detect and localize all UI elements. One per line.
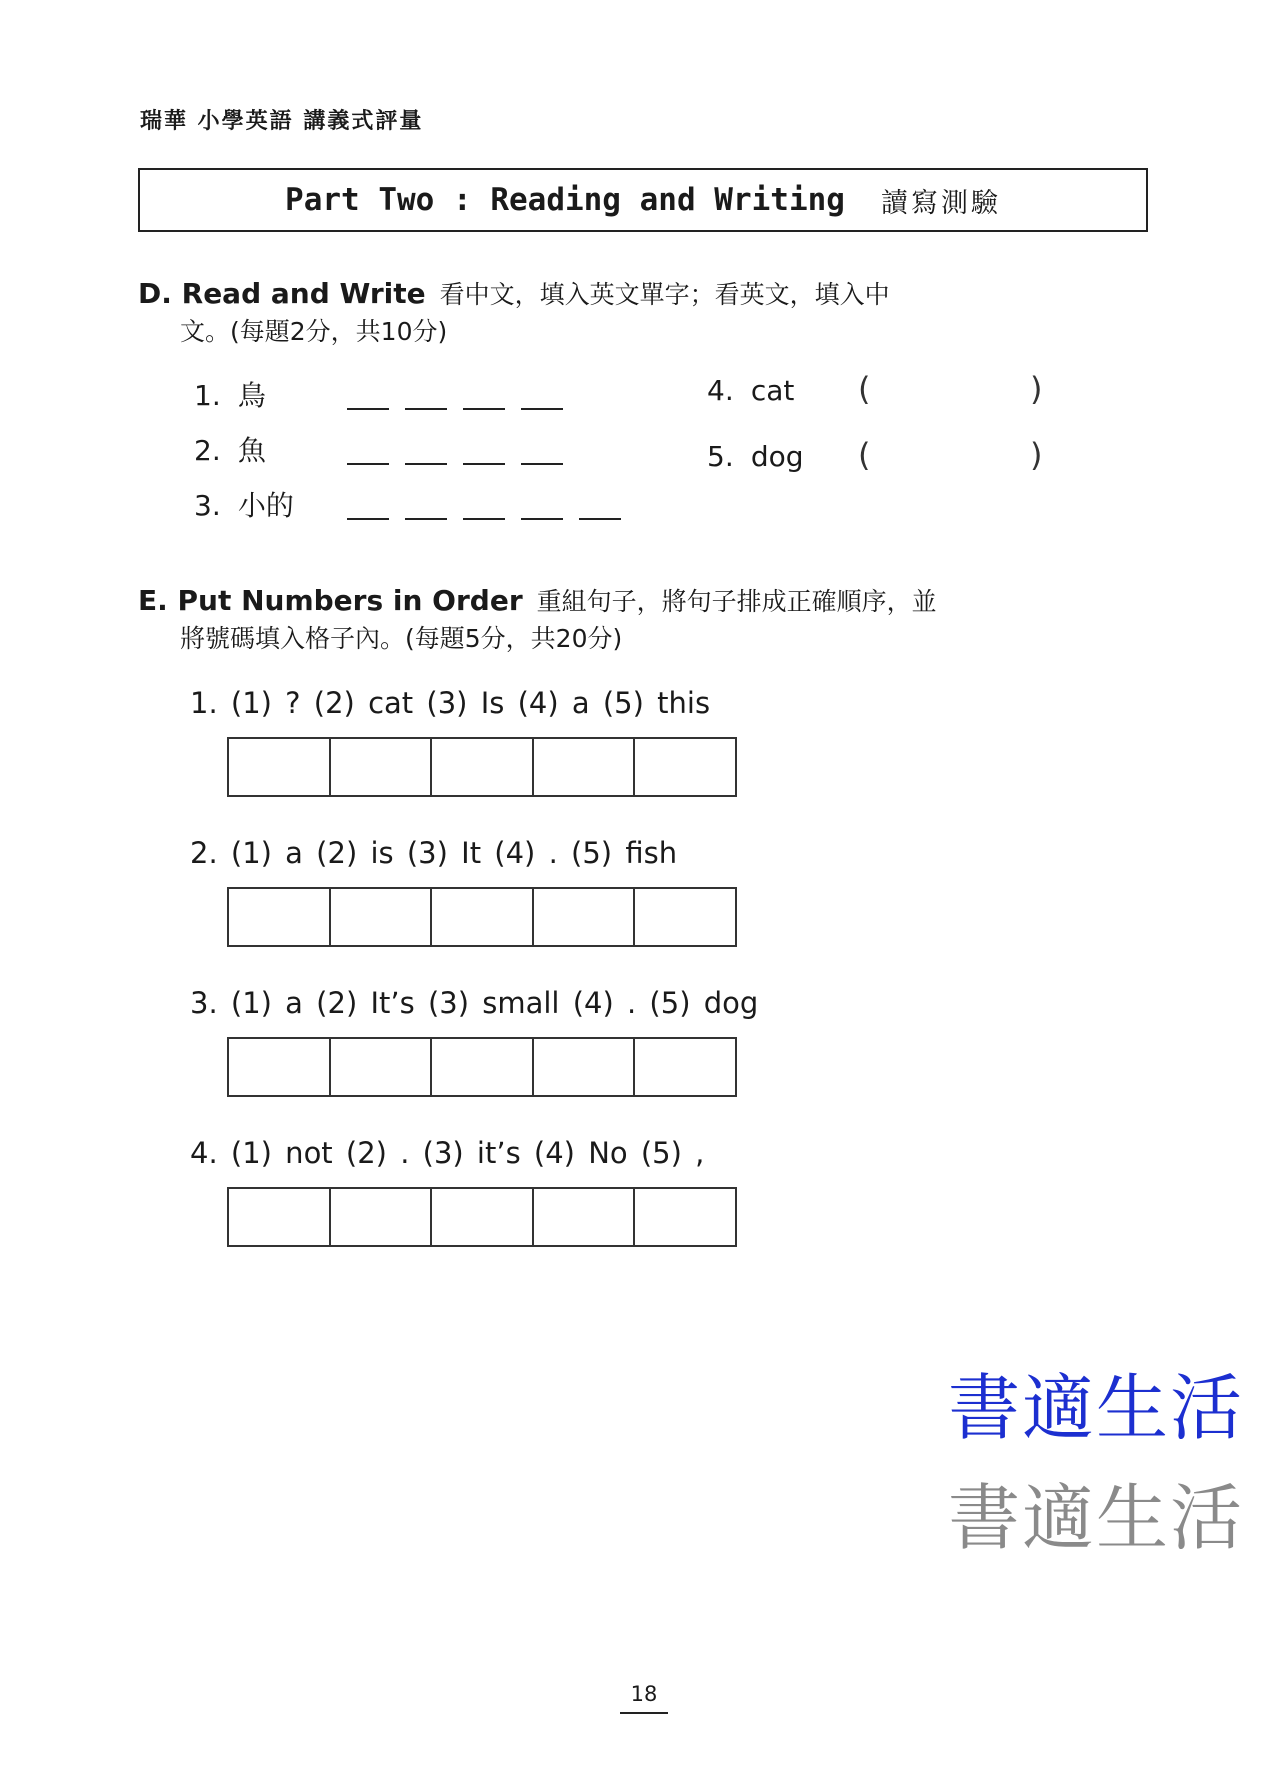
section-e-instruction-2: 將號碼填入格子內。(每題5分，共20分) [180, 624, 623, 653]
close-paren: ) [1030, 370, 1043, 408]
d-item-number: 4. [707, 374, 734, 407]
d-item-3 [194, 484, 294, 524]
answer-box[interactable] [534, 889, 636, 945]
section-e-instruction: 重組句子，將句子排成正確順序，並 [536, 587, 937, 616]
answer-box[interactable] [229, 1189, 331, 1245]
answer-box[interactable] [635, 1039, 735, 1095]
open-paren: ( [858, 370, 871, 408]
section-e-label: E. Put Numbers in Order [138, 584, 523, 617]
d-item-word: 鳥 [237, 379, 266, 412]
book-header: 瑞華 小學英語 講義式評量 [140, 109, 424, 134]
part-title-box [138, 168, 1148, 232]
e-answer-grid-1 [227, 737, 737, 797]
e-answer-grid-2 [227, 887, 737, 947]
answer-field[interactable] [880, 372, 1030, 412]
e-question-2: 2. (1) a (2) is (3) It (4) . (5) fish [190, 836, 678, 870]
d-item-number: 3. [194, 489, 221, 522]
open-paren: ( [858, 436, 871, 474]
answer-box[interactable] [229, 739, 331, 795]
d-item-1 [194, 374, 266, 414]
d-item-word: 魚 [237, 434, 266, 467]
d-item-5 [707, 440, 804, 473]
d-item-number: 2. [194, 434, 221, 467]
answer-blank[interactable] [579, 494, 621, 520]
answer-blank[interactable] [463, 494, 505, 520]
e-answer-grid-3 [227, 1037, 737, 1097]
d-item-number: 1. [194, 379, 221, 412]
answer-blank[interactable] [347, 494, 389, 520]
answer-blank[interactable] [521, 384, 563, 410]
d-item-2 [194, 429, 266, 469]
section-e-heading [138, 583, 937, 620]
e-question-4: 4. (1) not (2) . (3) it’s (4) No (5) , [190, 1136, 705, 1170]
answer-box[interactable] [331, 739, 433, 795]
answer-box[interactable] [229, 1039, 331, 1095]
answer-blank[interactable] [405, 439, 447, 465]
close-paren: ) [1030, 436, 1043, 474]
answer-blank[interactable] [405, 494, 447, 520]
answer-blank[interactable] [521, 439, 563, 465]
answer-box[interactable] [432, 1189, 534, 1245]
d-item-3-blanks [347, 494, 621, 520]
answer-box[interactable] [635, 739, 735, 795]
part-title: Part Two : Reading and Writing [285, 182, 845, 218]
answer-box[interactable] [432, 1039, 534, 1095]
d-item-word: cat [750, 374, 795, 407]
answer-field[interactable] [880, 438, 1030, 478]
e-question-3: 3. (1) a (2) It’s (3) small (4) . (5) dog [190, 986, 759, 1020]
answer-box[interactable] [331, 889, 433, 945]
e-question-1: 1. (1) ? (2) cat (3) Is (4) a (5) this [190, 686, 711, 720]
part-title-chinese: 讀寫測驗 [880, 187, 1001, 219]
answer-blank[interactable] [347, 384, 389, 410]
answer-box[interactable] [635, 889, 735, 945]
answer-box[interactable] [534, 739, 636, 795]
watermark-blue: 書適生活 [948, 1366, 1245, 1450]
d-item-2-blanks [347, 439, 563, 465]
d-item-1-blanks [347, 384, 563, 410]
answer-box[interactable] [229, 889, 331, 945]
d-item-4 [707, 374, 794, 407]
section-d-instruction-2: 文。(每題2分，共10分) [180, 317, 448, 346]
answer-blank[interactable] [347, 439, 389, 465]
section-d-instruction: 看中文，填入英文單字；看英文，填入中 [439, 280, 890, 309]
d-item-number: 5. [707, 440, 734, 473]
answer-box[interactable] [331, 1189, 433, 1245]
answer-box[interactable] [534, 1189, 636, 1245]
answer-box[interactable] [432, 739, 534, 795]
answer-blank[interactable] [521, 494, 563, 520]
answer-blank[interactable] [405, 384, 447, 410]
d-item-word: 小的 [237, 489, 294, 522]
section-d-heading [138, 276, 890, 313]
d-item-word: dog [750, 440, 804, 473]
page-number: 18 [620, 1682, 668, 1714]
answer-box[interactable] [432, 889, 534, 945]
answer-blank[interactable] [463, 384, 505, 410]
e-answer-grid-4 [227, 1187, 737, 1247]
section-d-label: D. Read and Write [138, 277, 426, 310]
answer-box[interactable] [331, 1039, 433, 1095]
answer-box[interactable] [635, 1189, 735, 1245]
answer-blank[interactable] [463, 439, 505, 465]
watermark-gray: 書適生活 [948, 1476, 1245, 1560]
answer-box[interactable] [534, 1039, 636, 1095]
